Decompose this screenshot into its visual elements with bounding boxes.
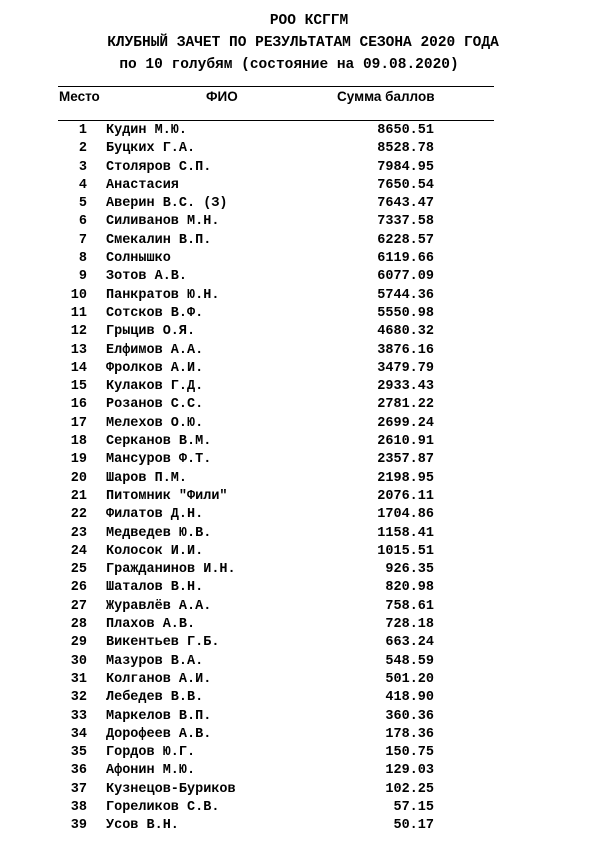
table-row [0, 708, 600, 726]
title-line-subheading: по 10 голубям (состояние на 09.08.2020) [119, 57, 459, 73]
table-row [0, 323, 600, 341]
row-place: 2 [78, 141, 87, 157]
row-name: Колганов А.И. [106, 671, 212, 687]
row-name: Медведев Ю.В. [106, 525, 212, 541]
table-row [0, 268, 600, 286]
row-place: 24 [70, 543, 87, 559]
row-score: 5744.36 [377, 287, 434, 303]
row-name: Столяров С.П. [106, 159, 212, 175]
table-row [0, 140, 600, 158]
row-name: Елфимов А.А. [106, 342, 204, 358]
row-name: Панкратов Ю.Н. [106, 287, 220, 303]
row-name: Анастасия [106, 177, 179, 193]
row-score: 360.36 [385, 708, 434, 724]
row-name: Шаров П.М. [106, 470, 188, 486]
row-place: 19 [70, 452, 87, 468]
row-place: 13 [70, 342, 87, 358]
table-row [0, 616, 600, 634]
row-score: 5550.98 [377, 305, 434, 321]
document-title [0, 10, 600, 76]
row-score: 2933.43 [377, 379, 434, 395]
row-name: Фролков А.И. [106, 360, 204, 376]
row-name: Викентьев Г.Б. [106, 635, 220, 651]
row-place: 3 [78, 159, 87, 175]
row-score: 50.17 [393, 818, 434, 834]
row-place: 25 [70, 562, 87, 578]
row-score: 150.75 [385, 745, 434, 761]
table-row [0, 177, 600, 195]
row-score: 8528.78 [377, 141, 434, 157]
row-name: Кулаков Г.Д. [106, 379, 204, 395]
table-row [0, 378, 600, 396]
header-score: Сумма баллов [337, 89, 435, 104]
table-row [0, 470, 600, 488]
row-score: 7643.47 [377, 196, 434, 212]
row-name: Сотсков В.Ф. [106, 305, 204, 321]
row-place: 7 [78, 232, 87, 248]
row-name: Мелехов О.Ю. [106, 415, 204, 431]
row-name: Грыцив О.Я. [106, 324, 196, 340]
row-score: 501.20 [385, 671, 434, 687]
row-place: 26 [70, 580, 87, 596]
table-row [0, 598, 600, 616]
row-score: 1015.51 [377, 543, 434, 559]
row-place: 14 [70, 360, 87, 376]
row-name: Силиванов М.Н. [106, 214, 220, 230]
row-place: 4 [78, 177, 87, 193]
row-score: 7650.54 [377, 177, 434, 193]
row-score: 2076.11 [377, 488, 434, 504]
row-name: Мазуров В.А. [106, 653, 204, 669]
row-name: Афонин М.Ю. [106, 763, 196, 779]
row-name: Смекалин В.П. [106, 232, 212, 248]
row-place: 16 [70, 397, 87, 413]
row-place: 32 [70, 690, 87, 706]
table-row [0, 817, 600, 835]
row-place: 11 [70, 305, 87, 321]
row-score: 6119.66 [377, 251, 434, 267]
row-place: 23 [70, 525, 87, 541]
row-score: 728.18 [385, 617, 434, 633]
table-row [0, 634, 600, 652]
row-name: Мансуров Ф.Т. [106, 452, 212, 468]
table-row [0, 543, 600, 561]
row-name: Журавлёв А.А. [106, 598, 212, 614]
table-row [0, 689, 600, 707]
row-name: Питомник "Фили" [106, 488, 228, 504]
row-name: Колосок И.И. [106, 543, 204, 559]
table-row [0, 762, 600, 780]
row-name: Розанов С.С. [106, 397, 204, 413]
row-name: Маркелов В.П. [106, 708, 212, 724]
row-score: 3876.16 [377, 342, 434, 358]
row-score: 2699.24 [377, 415, 434, 431]
row-place: 18 [70, 434, 87, 450]
row-name: Зотов А.В. [106, 269, 188, 285]
row-score: 1704.86 [377, 507, 434, 523]
table-row [0, 305, 600, 323]
row-name: Дорофеев А.В. [106, 726, 212, 742]
row-name: Шаталов В.Н. [106, 580, 204, 596]
row-place: 35 [70, 745, 87, 761]
table-row [0, 433, 600, 451]
row-name: Усов В.Н. [106, 818, 179, 834]
row-score: 7984.95 [377, 159, 434, 175]
row-place: 34 [70, 726, 87, 742]
row-name: Солнышко [106, 251, 171, 267]
row-score: 57.15 [393, 799, 434, 815]
row-score: 2198.95 [377, 470, 434, 486]
row-name: Аверин В.С. (З) [106, 196, 228, 212]
table-row [0, 195, 600, 213]
table-row [0, 726, 600, 744]
row-name: Серканов В.М. [106, 434, 212, 450]
row-score: 6228.57 [377, 232, 434, 248]
row-place: 39 [70, 818, 87, 834]
row-score: 663.24 [385, 635, 434, 651]
row-name: Кузнецов-Буриков [106, 781, 236, 797]
table-row [0, 342, 600, 360]
title-line-heading: КЛУБНЫЙ ЗАЧЕТ ПО РЕЗУЛЬТАТАМ СЕЗОНА 2020 ГОДА [107, 35, 499, 51]
row-place: 29 [70, 635, 87, 651]
row-name: Гражданинов И.Н. [106, 562, 236, 578]
row-score: 6077.09 [377, 269, 434, 285]
table-row [0, 525, 600, 543]
table-header [0, 89, 600, 111]
table-row [0, 360, 600, 378]
table-row [0, 671, 600, 689]
table-row [0, 159, 600, 177]
row-place: 9 [78, 269, 87, 285]
row-score: 2781.22 [377, 397, 434, 413]
row-score: 102.25 [385, 781, 434, 797]
row-score: 129.03 [385, 763, 434, 779]
row-score: 4680.32 [377, 324, 434, 340]
row-score: 758.61 [385, 598, 434, 614]
table-row [0, 415, 600, 433]
table-row [0, 653, 600, 671]
row-place: 17 [70, 415, 87, 431]
row-name: Гордов Ю.Г. [106, 745, 196, 761]
row-place: 20 [70, 470, 87, 486]
row-score: 178.36 [385, 726, 434, 742]
table-row [0, 287, 600, 305]
table-header-rule [58, 120, 494, 121]
row-score: 820.98 [385, 580, 434, 596]
table-row [0, 451, 600, 469]
row-place: 15 [70, 379, 87, 395]
table-top-rule [58, 86, 494, 87]
table-row [0, 744, 600, 762]
row-place: 37 [70, 781, 87, 797]
row-name: Плахов А.В. [106, 617, 196, 633]
row-score: 8650.51 [377, 123, 434, 138]
row-place: 28 [70, 617, 87, 633]
table-row [0, 799, 600, 817]
row-place: 27 [70, 598, 87, 614]
table-row [0, 781, 600, 799]
row-place: 21 [70, 488, 87, 504]
row-place: 1 [78, 123, 87, 138]
row-score: 926.35 [385, 562, 434, 578]
header-place: Место [59, 89, 100, 104]
row-place: 8 [78, 251, 87, 267]
table-row [0, 250, 600, 268]
row-place: 6 [78, 214, 87, 230]
table-row [0, 213, 600, 231]
table-row [0, 488, 600, 506]
row-place: 10 [70, 287, 87, 303]
row-place: 5 [78, 196, 87, 212]
row-score: 418.90 [385, 690, 434, 706]
row-name: Филатов Д.Н. [106, 507, 204, 523]
row-score: 2357.87 [377, 452, 434, 468]
row-score: 3479.79 [377, 360, 434, 376]
row-score: 7337.58 [377, 214, 434, 230]
row-name: Буцких Г.А. [106, 141, 196, 157]
table-row [0, 122, 600, 140]
row-score: 1158.41 [377, 525, 434, 541]
table-row [0, 396, 600, 414]
row-place: 31 [70, 671, 87, 687]
title-line-organization: РОО КСГГМ [269, 13, 349, 29]
row-place: 12 [70, 324, 87, 340]
row-place: 33 [70, 708, 87, 724]
row-name: Гореликов С.В. [106, 799, 220, 815]
row-place: 30 [70, 653, 87, 669]
row-place: 36 [70, 763, 87, 779]
row-score: 2610.91 [377, 434, 434, 450]
row-place: 38 [70, 799, 87, 815]
row-place: 22 [70, 507, 87, 523]
table-row [0, 579, 600, 597]
table-row [0, 506, 600, 524]
table-row [0, 561, 600, 579]
row-name: Кудин М.Ю. [106, 123, 188, 138]
results-table-body [0, 122, 600, 836]
row-score: 548.59 [385, 653, 434, 669]
row-name: Лебедев В.В. [106, 690, 204, 706]
table-row [0, 232, 600, 250]
header-name: ФИО [206, 89, 238, 104]
